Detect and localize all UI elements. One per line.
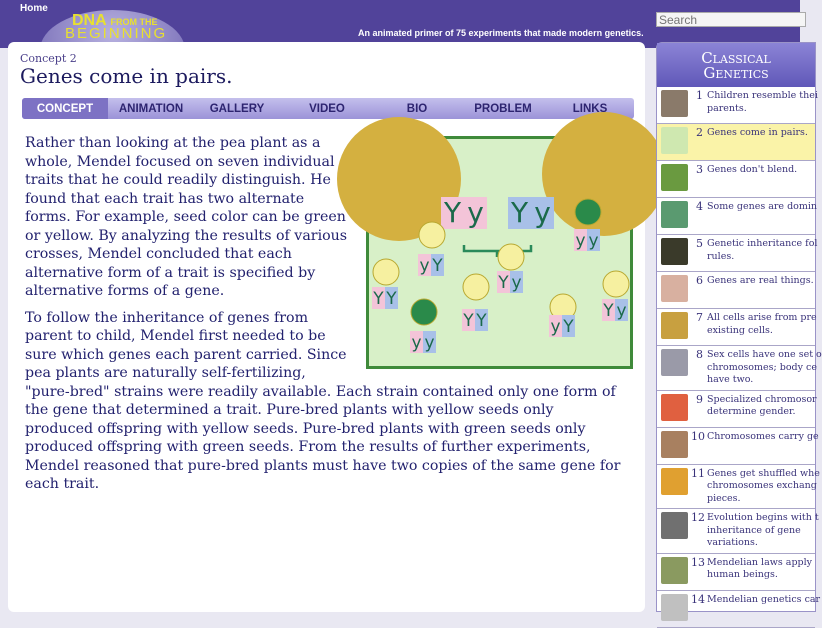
sidebar-item-6[interactable] <box>657 272 815 309</box>
tab-animation[interactable]: ANIMATION <box>118 102 184 115</box>
thumbnail-image <box>661 238 688 265</box>
thumbnail-image <box>661 312 688 339</box>
offspring-pea <box>373 259 399 285</box>
thumbnail-image <box>661 512 688 539</box>
offspring-pea <box>498 244 524 270</box>
sidebar-item-label: Mendelian genetics car <box>707 593 821 605</box>
sidebar-item-label: Genetic inheritance fol <box>707 238 818 249</box>
thumbnail-image <box>661 275 688 302</box>
tagline: An animated primer of 75 experiments that made modern genetics. <box>358 28 644 38</box>
concept-list <box>657 87 822 628</box>
allele-label: Y <box>432 256 443 277</box>
offspring-pea <box>463 274 489 300</box>
allele-label: y <box>588 231 599 252</box>
logo-text: DNA FROM THE <box>72 12 158 29</box>
sidebar-item-label: human beings. <box>707 569 778 580</box>
thumbnail-image <box>661 394 688 421</box>
offspring-pea <box>419 222 445 248</box>
sidebar-item-3[interactable] <box>657 161 815 198</box>
allele-label: Y <box>386 289 397 310</box>
sidebar-item-9[interactable] <box>657 391 815 428</box>
item-number: 2 <box>696 126 703 139</box>
item-number: 11 <box>691 466 705 480</box>
item-number: 1 <box>696 89 703 102</box>
thumbnail-image <box>661 90 688 117</box>
allele-label: y <box>575 231 586 252</box>
sidebar-item-label: Sex cells have one set o <box>707 349 822 360</box>
tab-gallery[interactable]: GALLERY <box>209 102 265 115</box>
allele-label: Y <box>443 195 462 229</box>
illustration-svg <box>369 139 630 366</box>
sidebar-item-label: Genes get shuffled whe <box>707 467 820 479</box>
item-number: 4 <box>696 200 703 213</box>
concept-label: Concept 2 <box>20 52 77 65</box>
sidebar-item-label: Mendelian laws apply <box>707 556 813 568</box>
offspring-pea <box>411 299 437 325</box>
item-number: 8 <box>696 348 703 361</box>
sidebar-item-4[interactable] <box>657 198 818 235</box>
item-number: 12 <box>691 511 705 524</box>
tab-bio[interactable]: BIO <box>406 102 428 115</box>
allele-label: y <box>550 317 561 338</box>
offspring-pea <box>575 199 601 225</box>
sidebar-item-label: Children resemble thei <box>707 90 818 101</box>
search-input[interactable] <box>656 12 806 27</box>
sidebar-item-label: Genes don't blend. <box>707 164 798 175</box>
sidebar-item-label: Specialized chromosor <box>707 393 817 405</box>
sidebar-item-label: determine gender. <box>707 406 796 417</box>
sidebar <box>656 42 822 612</box>
sidebar-item-13[interactable] <box>657 554 815 591</box>
allele-label: y <box>411 333 422 354</box>
allele-label: Y <box>476 311 487 332</box>
allele-label: y <box>419 256 430 277</box>
tab-concept[interactable]: CONCEPT <box>22 98 108 119</box>
sidebar-item-label: Some genes are domin <box>707 201 818 212</box>
sidebar-item-11[interactable] <box>657 465 820 510</box>
item-number: 5 <box>696 237 703 250</box>
thumbnail-image <box>661 164 688 191</box>
pea-inheritance-illustration[interactable] <box>366 136 633 369</box>
item-number: 7 <box>696 311 703 324</box>
logo-text-2: BEGINNING <box>65 25 168 42</box>
thumbnail-image <box>661 127 688 154</box>
item-number: 14 <box>691 592 705 606</box>
tab-links[interactable]: LINKS <box>572 102 608 115</box>
sidebar-item-label: inheritance of gene <box>707 524 801 536</box>
site-logo[interactable] <box>40 0 190 44</box>
item-number: 6 <box>696 274 703 287</box>
thumbnail-image <box>661 349 688 376</box>
sidebar-item-label: Genes are real things. <box>707 275 814 286</box>
sidebar-item-8[interactable] <box>657 346 822 391</box>
tab-bar <box>22 98 634 119</box>
allele-label: Y <box>373 289 384 310</box>
allele-label: Y <box>603 301 614 322</box>
allele-label: y <box>616 301 627 322</box>
thumbnail-image <box>661 557 688 584</box>
item-number: 3 <box>696 163 703 176</box>
sidebar-item-label: parents. <box>707 102 747 114</box>
sidebar-item-label: Genes come in pairs. <box>707 127 808 138</box>
sidebar-heading: Classical Genetics <box>657 43 815 87</box>
sidebar-item-label: Chromosomes carry ge <box>707 430 819 442</box>
allele-label: Y <box>563 317 574 338</box>
sidebar-item-label: pieces. <box>707 492 741 504</box>
sidebar-item-14[interactable] <box>657 591 821 628</box>
thumbnail-image <box>661 201 688 228</box>
offspring-pea <box>603 271 629 297</box>
thumbnail-image <box>661 468 688 495</box>
concept-text <box>25 134 625 502</box>
sidebar-item-label: have two. <box>707 374 754 385</box>
sidebar-item-5[interactable] <box>657 235 818 272</box>
item-number: 10 <box>691 429 705 443</box>
sidebar-item-2[interactable] <box>657 124 815 161</box>
tab-video[interactable]: VIDEO <box>309 102 345 115</box>
item-number: 13 <box>691 555 705 569</box>
sidebar-item-label: Evolution begins with t <box>707 512 819 523</box>
tab-problem[interactable]: PROBLEM <box>474 102 532 115</box>
sidebar-item-label: chromosomes; body ce <box>707 361 817 373</box>
item-number: 9 <box>696 392 703 406</box>
thumbnail-image <box>661 431 688 458</box>
sidebar-item-label: existing cells. <box>707 324 773 336</box>
home-link[interactable]: Home <box>20 3 48 14</box>
allele-label: Y <box>510 195 529 229</box>
sidebar-item-10[interactable] <box>657 428 819 465</box>
sidebar-item-1[interactable] <box>657 87 818 124</box>
allele-label: y <box>534 195 551 229</box>
sidebar-item-label: All cells arise from pre <box>707 312 817 323</box>
thumbnail-image <box>661 594 688 621</box>
sidebar-item-12[interactable] <box>657 509 819 554</box>
parent-pea-right <box>542 112 666 236</box>
sidebar-item-label: chromosomes exchang <box>707 480 817 491</box>
paragraph-2: To follow the inheritance of genes from parent to child, Mendel first needed to be sure which genes each parent carried. Since pea plants are naturally self-fertilizing, "pure-bred" strains were readily available. Each strain contained only one form of the gene that determined a trait. Pure-bred plants with yellow seeds only produced offspring with yellow seeds. Pure-bred plants with green seeds only produced offspring with green seeds. From the results of further experiments, Mendel reasoned that pure-bred plants must have two copies of the same gene for each trait. <box>25 309 621 492</box>
sidebar-item-label: variations. <box>707 537 758 548</box>
allele-label: Y <box>498 273 509 294</box>
paragraph-1: Rather than looking at the pea plant as a whole, Mendel focused on seven individual traits that he could readily distinguish. He found that each trait has two alternate forms. For example, seed color can be green or yellow. By analyzing the results of various crosses, Mendel concluded that each alternative form of a trait is specified by alternative forms of a gene. <box>25 135 348 299</box>
sidebar-item-label: rules. <box>707 250 735 262</box>
allele-label: y <box>511 273 522 294</box>
allele-label: y <box>467 195 484 229</box>
allele-label: Y <box>463 311 474 332</box>
page-title: Genes come in pairs. <box>20 64 233 88</box>
sidebar-item-7[interactable] <box>657 309 815 346</box>
allele-label: y <box>424 333 435 354</box>
